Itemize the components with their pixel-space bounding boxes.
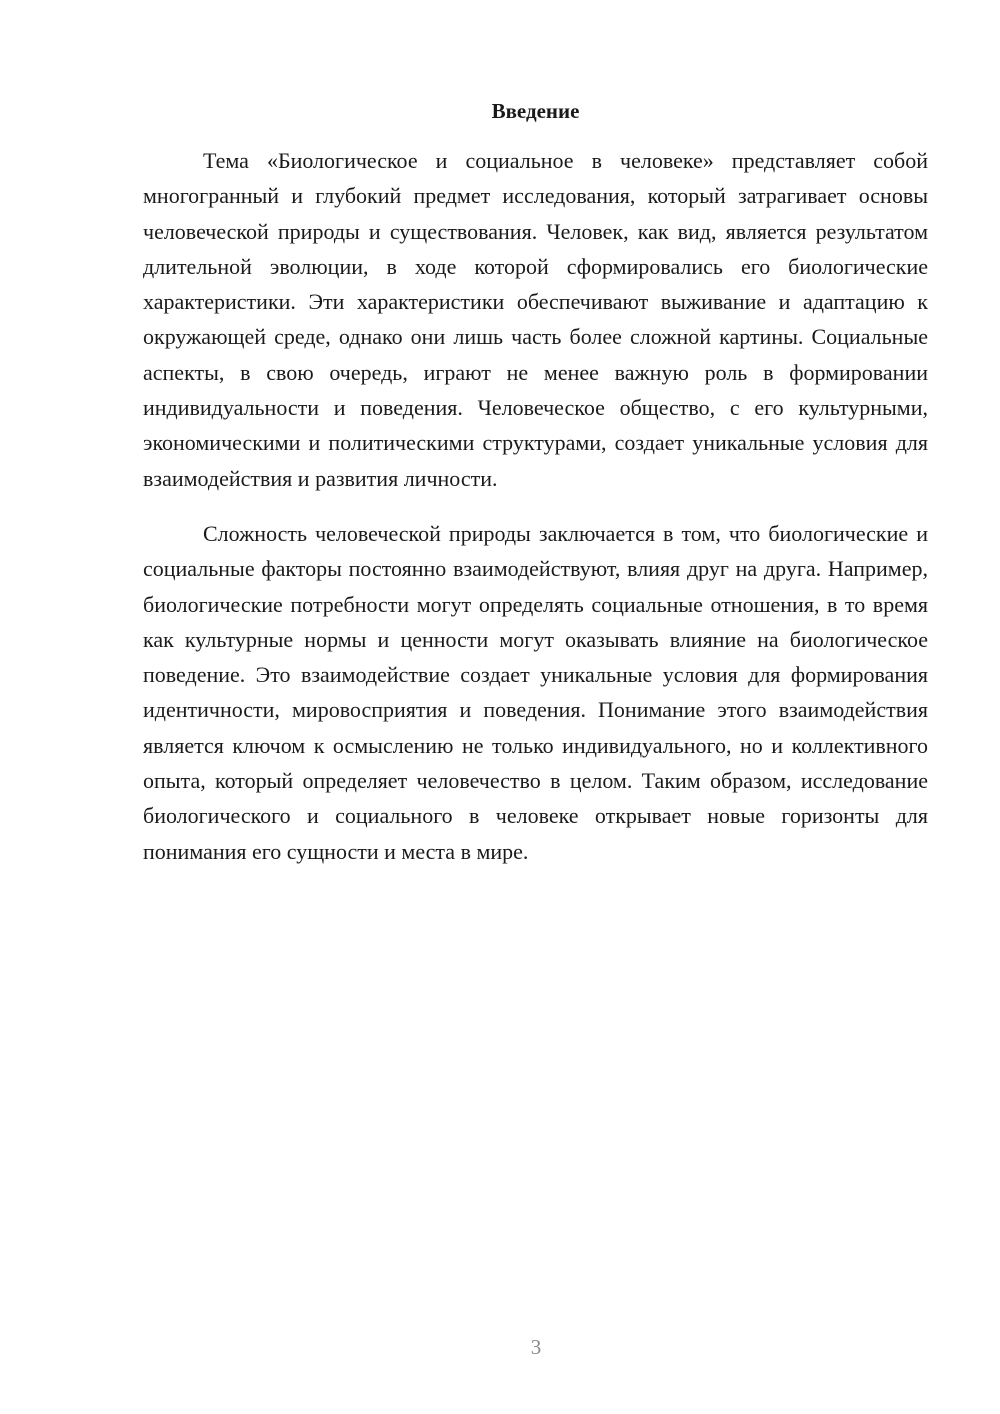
paragraph-2: Сложность человеческой природы заключается в том, что биологические и социальные факторы постоянно взаимодействуют, влияя друг на друга. Например, биологические потребности могут определять социальные отношения, в то время как культурные нормы и ценности могут оказывать влияние на биологическое поведение. Это взаимодействие создает уникальные условия для формирования идентичности, мировосприятия и поведения. Понимание этого взаимодействия является ключом к осмыслению не только индивидуального, но и коллективного опыта, который определяет человечество в целом. Таким образом, исследование биологического и социального в человеке открывает новые горизонты для понимания его сущности и места в мире. [143,520,928,864]
section-title: Введение [491,99,580,123]
document-body [143,143,928,869]
page-number: 3 [530,1335,542,1359]
paragraph-1: Тема «Биологическое и социальное в человеке» представляет собой многогранный и глубокий предмет исследования, который затрагивает основы человеческой природы и существования. Человек, как вид, является результатом длительной эволюции, в ходе которой сформировались его биологические характеристики. Эти характеристики обеспечивают выживание и адаптацию к окружающей среде, однако они лишь часть более сложной картины. Социальные аспекты, в свою очередь, играют не менее важную роль в формировании индивидуальности и поведения. Человеческое общество, с его культурными, экономическими и политическими структурами, создает уникальные условия для взаимодействия и развития личности. [143,148,928,491]
